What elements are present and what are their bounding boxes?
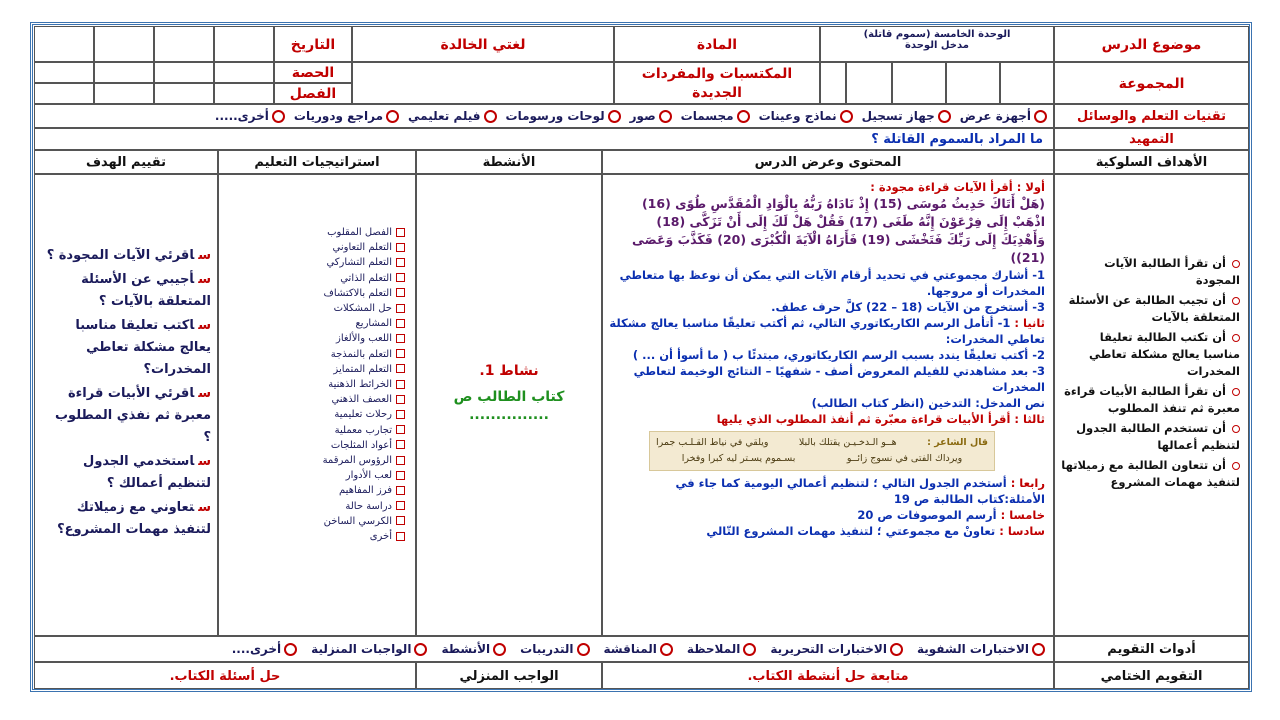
section-label: سادسا : (999, 524, 1045, 538)
content-p3b: 3- بعد مشاهدتي للفيلم المعروض أصف - شفهيًا – النتائج الوخيمة لتعاطي المخدرات (633, 364, 1045, 394)
evaluation-question (45, 383, 211, 449)
tool-option[interactable]: أخرى..... (215, 109, 285, 123)
checkbox-icon[interactable] (396, 228, 405, 237)
subject-label: المادة (614, 26, 820, 62)
objective-item: أن تكتب الطالبة تعليقا مناسبا يعالج مشكلة تعاطي المخدرات (1089, 330, 1240, 378)
objective-item: أن تقرأ الطالبة الآيات المجودة (1104, 256, 1240, 287)
final-label: التقويم الختامي (1054, 662, 1249, 689)
checkbox-icon[interactable] (396, 501, 405, 510)
strategies-cell (218, 174, 416, 636)
radio-circle-icon (493, 643, 506, 656)
checkbox-icon[interactable] (396, 395, 405, 404)
strategy-label: أعواد المثلجات (330, 439, 392, 451)
strategy-label: فرز المفاهيم (339, 485, 392, 497)
strategy-item[interactable] (219, 286, 405, 301)
section-text: أقرأ الآيات قراءة مجودة : (870, 180, 1013, 194)
class-box-4[interactable] (34, 83, 94, 104)
homework-label: الواجب المنزلي (416, 662, 602, 689)
strategy-item[interactable] (219, 514, 405, 529)
strategy-label: رحلات تعليمية (334, 409, 392, 421)
col-objectives-header: الأهداف السلوكية (1054, 150, 1249, 174)
activity-label: نشاط 1. (479, 363, 539, 379)
strategy-item[interactable] (219, 271, 405, 286)
section-text: أرسم الموصوفات ص 20 (857, 508, 997, 522)
checkbox-icon[interactable] (396, 334, 405, 343)
col-strategies-header: استراتيجيات التعليم (218, 150, 416, 174)
strategy-label: التعلم المتمايز (333, 363, 392, 375)
strategy-item[interactable] (219, 240, 405, 255)
checkbox-icon[interactable] (396, 258, 405, 267)
strategy-label: اللعب والألغاز (335, 333, 392, 345)
intro-question: ما المراد بالسموم القاتلة ؟ (34, 128, 1054, 150)
checkbox-icon[interactable] (396, 349, 405, 358)
checkbox-icon[interactable] (396, 516, 405, 525)
radio-circle-icon (1034, 110, 1047, 123)
strategy-label: التعلم بالنمذجة (330, 348, 392, 360)
assessment-option[interactable]: التدريبات (520, 642, 589, 656)
section-text: 1- أتأمل الرسم الكاريكاتوري التالي، ثم أكتب تعليقًا مناسبا يعالج مشكلة تعاطي المخدرات: (609, 316, 1045, 346)
class-box-1[interactable] (214, 83, 274, 104)
homework-value: حل أسئلة الكتاب. (34, 662, 416, 689)
bullet-circle-icon (1232, 388, 1240, 396)
strategy-label: التعلم التشاركي (326, 257, 392, 269)
strategy-label: العصف الذهني (331, 394, 392, 406)
checkbox-icon[interactable] (396, 288, 405, 297)
col-evaluation-header: تقييم الهدف (34, 150, 218, 174)
unit-intro: مدخل الوحدة (905, 40, 969, 51)
objective-item: أن تستخدم الطالبة الجدول لتنظيم أعمالها (1076, 421, 1240, 452)
question-marker: س (198, 272, 211, 287)
radio-circle-icon (272, 110, 285, 123)
assessment-option[interactable]: الاختبارات التحريرية (770, 642, 903, 656)
period-box-3[interactable] (94, 62, 154, 83)
content-cell (602, 174, 1054, 636)
date-box-3[interactable] (94, 26, 154, 62)
evaluation-cell (34, 174, 218, 636)
strategy-item[interactable] (219, 255, 405, 270)
radio-circle-icon (737, 110, 750, 123)
strategy-item[interactable] (219, 483, 405, 498)
strategy-item[interactable] (219, 362, 405, 377)
tool-option[interactable]: مراجع ودوريات (294, 109, 399, 123)
strategy-item[interactable] (219, 331, 405, 346)
activity-book: كتاب الطالب ص (453, 389, 565, 405)
poem-line: ويلقي في نياط القـلـب جمرا (656, 437, 769, 448)
class-box-3[interactable] (94, 83, 154, 104)
question-marker: س (198, 248, 211, 263)
date-box-2[interactable] (154, 26, 214, 62)
radio-circle-icon (890, 643, 903, 656)
strategy-label: الرؤوس المرقمة (322, 455, 392, 467)
unit-title-cell (820, 26, 1054, 62)
checkbox-icon[interactable] (396, 364, 405, 373)
bullet-circle-icon (1232, 462, 1240, 470)
period-box-4[interactable] (34, 62, 94, 83)
section-label: ثانيا : (1014, 316, 1045, 330)
tool-option[interactable]: صور (630, 109, 672, 123)
question-text: أجيبي عن الأسئلة المتعلقة بالآيات ؟ (81, 272, 211, 309)
strategy-label: التعلم التعاوني (332, 242, 392, 254)
radio-circle-icon (659, 110, 672, 123)
period-label: الحصة (274, 62, 352, 83)
section-label: خامسا : (1000, 508, 1045, 522)
tools-label: تقنيات التعلم والوسائل (1054, 104, 1249, 128)
evaluation-question (45, 497, 211, 541)
bullet-circle-icon (1232, 425, 1240, 433)
tool-option[interactable]: فيلم تعليمي (408, 109, 497, 123)
section-label: ثالثا : (1014, 412, 1045, 426)
date-box-1[interactable] (214, 26, 274, 62)
strategy-item[interactable] (219, 438, 405, 453)
radio-circle-icon (938, 110, 951, 123)
section-text: أستخدم الجدول التالي ؛ لتنظيم أعمالي اليومية كما جاء في الأمثلة:كتاب الطالبة ص 19 (675, 476, 1045, 506)
bullet-circle-icon (1232, 260, 1240, 268)
class-label: الفصل (274, 83, 352, 104)
checkbox-icon[interactable] (396, 410, 405, 419)
section-label: أولا : (1016, 180, 1045, 194)
strategy-item[interactable] (219, 407, 405, 422)
radio-circle-icon (484, 110, 497, 123)
strategy-item[interactable] (219, 347, 405, 362)
strategy-item[interactable] (219, 392, 405, 407)
strategy-label: المشاريع (355, 318, 392, 330)
objectives-cell (1054, 174, 1249, 636)
question-text: اقرئي الآيات المجودة ؟ (46, 248, 195, 263)
strategy-label: تجارب معملية (334, 424, 392, 436)
poet-label: قال الشاعر : (927, 437, 988, 448)
quran-verses: (هَلْ أَتَاكَ حَدِيثُ مُوسَى (15) إِذْ نَادَاهُ رَبُّهُ بِالْوَادِ الْمُقَدَّسِ طُوًى (16) اذْهَبْ إِلَى فِرْعَوْنَ إِنَّهُ طَغَى (17) فَقُلْ هَلْ لَكَ إِلَى أَنْ تَزَكَّى (18) وَأَهْدِيَكَ إِلَى رَبِّكَ فَتَخْشَى (19) فَأَرَاهُ الْآيَةَ الْكُبْرَى (20) فَكَذَّبَ وَعَصَى (21)) (632, 196, 1045, 265)
strategy-label: أخرى (369, 531, 392, 543)
question-text: تعاوني مع زميلاتك لتنفيذ مهمات المشروع؟ (57, 500, 211, 537)
checkbox-icon[interactable] (396, 319, 405, 328)
evaluation-question (45, 269, 211, 313)
strategy-list (219, 225, 405, 544)
activity-dots: ............... (469, 407, 549, 423)
tool-option[interactable]: لوحات ورسومات (506, 109, 621, 123)
checkbox-icon[interactable] (396, 380, 405, 389)
tool-option[interactable]: نماذج وعينات (759, 109, 853, 123)
checkbox-icon[interactable] (396, 304, 405, 313)
radio-circle-icon (414, 643, 427, 656)
tool-option[interactable]: أجهزة عرض (960, 109, 1047, 123)
bullet-circle-icon (1232, 334, 1240, 342)
assessment-list (34, 636, 1054, 662)
checkbox-icon[interactable] (396, 486, 405, 495)
content-p3: 3- أستخرج من الآيات (18 – 22) كلَّ حرف عطف. (771, 300, 1045, 314)
period-box-1[interactable] (214, 62, 274, 83)
group-box-5[interactable] (820, 62, 846, 104)
evaluation-list (45, 245, 211, 541)
strategy-item[interactable] (219, 468, 405, 483)
col-activities-header: الأنشطة (416, 150, 602, 174)
group-box-1[interactable] (1000, 62, 1054, 104)
checkbox-icon[interactable] (396, 243, 405, 252)
bullet-circle-icon (1232, 297, 1240, 305)
radio-circle-icon (840, 110, 853, 123)
question-marker: س (198, 318, 211, 333)
col-content-header: المحتوى وعرض الدرس (602, 150, 1054, 174)
checkbox-icon[interactable] (396, 273, 405, 282)
intro-label: التمهيد (1054, 128, 1249, 150)
strategy-label: الكرسي الساخن (323, 515, 392, 527)
strategy-label: التعلم الذاتي (340, 272, 392, 284)
tools-list (34, 104, 1054, 128)
strategy-label: حل المشكلات (333, 303, 392, 315)
assessment-option[interactable]: الواجبات المنزلية (311, 642, 427, 656)
poem-box (649, 431, 995, 471)
checkbox-icon[interactable] (396, 532, 405, 541)
unit-title: الوحدة الخامسة (سموم قاتلة) (863, 29, 1011, 40)
radio-circle-icon (743, 643, 756, 656)
assessment-label: أدوات التقويم (1054, 636, 1249, 662)
assessment-option[interactable]: المناقشة (604, 642, 673, 656)
assessment-option[interactable]: الأنشطة (441, 642, 506, 656)
tool-option[interactable]: جهاز تسجيل (862, 109, 951, 123)
strategy-item[interactable] (219, 377, 405, 392)
evaluation-question (45, 245, 211, 267)
poem-line: بسـموم يسـتر ليه كبرا وفخرا (681, 453, 796, 464)
group-box-3[interactable] (892, 62, 946, 104)
section-label: رابعا : (1010, 476, 1045, 490)
date-box-4[interactable] (34, 26, 94, 62)
checkbox-icon[interactable] (396, 471, 405, 480)
objective-item: أن تجيب الطالبة عن الأسئلة المتعلقة بالآيات (1068, 293, 1240, 324)
group-box-2[interactable] (946, 62, 1000, 104)
question-text: استخدمي الجدول لتنظيم أعمالك ؟ (83, 454, 211, 491)
assessment-option[interactable]: الاختبارات الشفوية (917, 642, 1045, 656)
assessment-option[interactable]: أخرى.... (232, 642, 297, 656)
strategy-item[interactable] (219, 423, 405, 438)
section-text: تعاونْ مع مجموعتي ؛ لتنفيذ مهمات المشروع التّالي (706, 524, 996, 538)
radio-circle-icon (608, 110, 621, 123)
section-text: أقرأ الأبيات قراءة معبّرة ثم أنفذ المطلوب الذي يليها (716, 412, 1011, 426)
strategy-item[interactable] (219, 453, 405, 468)
content-p2: 2- أكتب تعليقًا يندد بسبب الرسم الكاريكاتوري، مبتدئًا ب ( ما أسوأ أن ... ) (632, 348, 1045, 362)
question-text: اقرئي الأبيات قراءة معبرة ثم نفذي المطلوب ؟ (54, 386, 211, 445)
smoking-line: نص المدخل: التدخين (انظر كتاب الطالب) (811, 396, 1045, 410)
strategy-item[interactable] (219, 499, 405, 514)
strategy-item[interactable] (219, 301, 405, 316)
tool-option[interactable]: مجسمات (681, 109, 750, 123)
vocab-value[interactable] (352, 62, 614, 104)
strategy-label: الفصل المقلوب (327, 227, 392, 238)
radio-circle-icon (577, 643, 590, 656)
radio-circle-icon (1032, 643, 1045, 656)
activities-cell (416, 174, 602, 636)
objective-item: أن تتعاون الطالبة مع زميلاتها لتنفيذ مهمات المشروع (1061, 458, 1240, 489)
content-p1: 1- أشارك مجموعتي في تحديد أرقام الآيات التي يمكن أن نوعظ بها متعاطي المخدرات أو مروجها. (619, 268, 1045, 298)
period-box-2[interactable] (154, 62, 214, 83)
strategy-label: لعب الأدوار (345, 470, 392, 482)
final-value: متابعة حل أنشطة الكتاب. (602, 662, 1054, 689)
radio-circle-icon (386, 110, 399, 123)
strategy-item[interactable] (219, 316, 405, 331)
question-marker: س (198, 500, 211, 515)
question-marker: س (198, 454, 211, 469)
assessment-option[interactable]: الملاحظة (687, 642, 756, 656)
evaluation-question (45, 451, 211, 495)
radio-circle-icon (660, 643, 673, 656)
class-box-2[interactable] (154, 83, 214, 104)
date-label: التاريخ (274, 26, 352, 62)
group-box-4[interactable] (846, 62, 892, 104)
question-marker: س (198, 386, 211, 401)
strategy-item[interactable] (219, 529, 405, 544)
checkbox-icon[interactable] (396, 440, 405, 449)
strategy-label: الخرائط الذهنية (328, 379, 392, 391)
group-label: المجموعة (1054, 62, 1249, 104)
subject-value: لغتي الخالدة (352, 26, 614, 62)
checkbox-icon[interactable] (396, 456, 405, 465)
strategy-label: دراسة حالة (345, 500, 392, 512)
lesson-topic-label: موضوع الدرس (1054, 26, 1249, 62)
objective-item: أن تقرأ الطالبة الأبيات قراءة معبرة ثم تنفذ المطلوب (1064, 384, 1240, 415)
poem-line: ويرداك الفتى في نسوج زائــو (846, 453, 963, 464)
question-text: اكتب تعليقا مناسبا يعالج مشكلة تعاطي المخدرات؟ (75, 318, 211, 377)
vocab-label: المكتسبات والمفردات الجديدة (614, 62, 820, 104)
poem-line: هــو الـدخـيـن يقتلك بالبلا (798, 437, 897, 448)
evaluation-question (45, 315, 211, 381)
radio-circle-icon (284, 643, 297, 656)
checkbox-icon[interactable] (396, 425, 405, 434)
strategy-label: التعلم بالاكتشاف (323, 287, 392, 299)
strategy-item[interactable] (219, 225, 405, 240)
